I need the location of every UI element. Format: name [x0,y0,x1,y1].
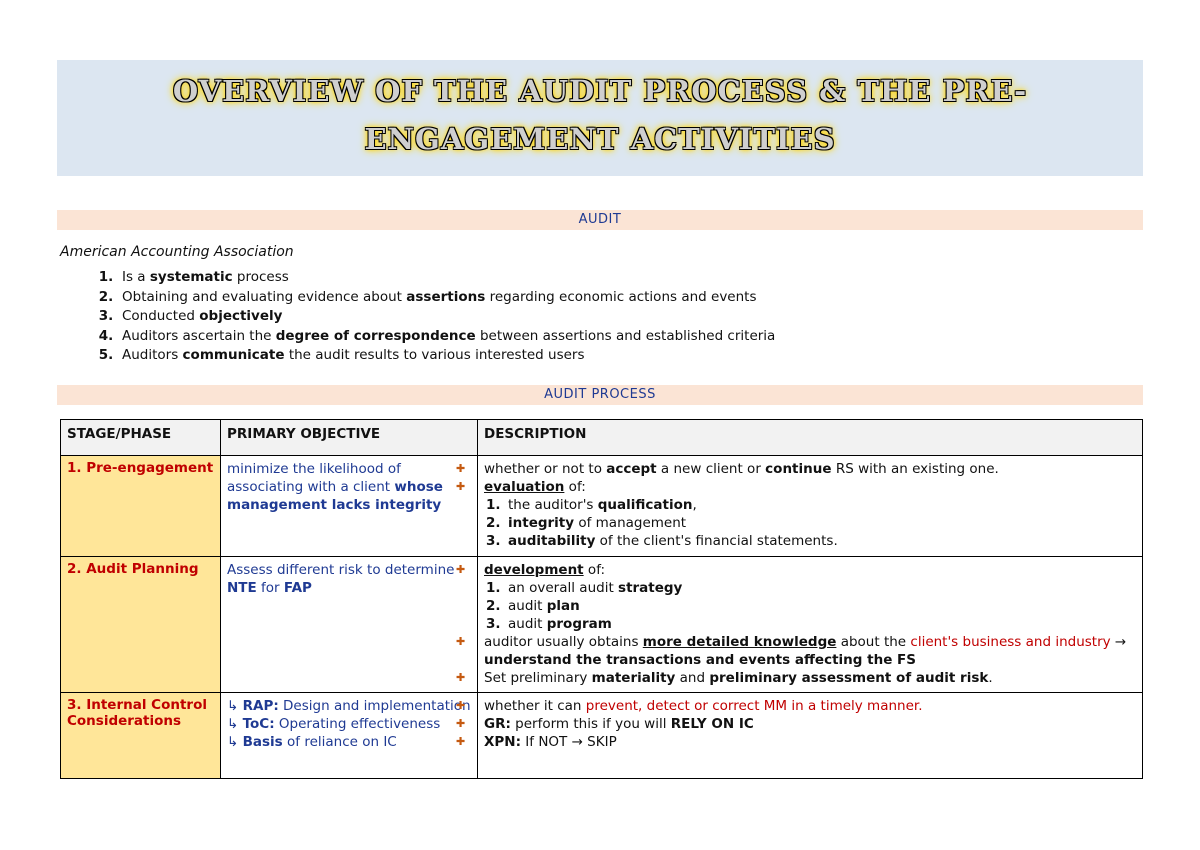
objective-cell: minimize the likelihood of associating with a client whose management lacks integrity [221,456,478,557]
bullet-item: ✚ Set preliminary materiality and preliminary assessment of audit risk. [484,669,1136,687]
bullet-item: ✚ auditor usually obtains more detailed knowledge about the client's business and industry → understand the transactions and events affecting the FS [484,633,1136,669]
column-header-description: DESCRIPTION [478,420,1143,456]
description-cell [478,557,1143,693]
audit-source: American Accounting Association [60,244,294,260]
list-item: 1. Is a systematic process [118,268,775,288]
sub-item: 1. an overall audit strategy [486,580,683,596]
bullet-item: ✚ whether or not to accept a new client or continue RS with an existing one. [484,460,1136,478]
column-header-objective: PRIMARY OBJECTIVE [221,420,478,456]
title-banner [57,60,1143,176]
sub-item: 1. the auditor's qualification, [486,497,697,513]
objective-item: ↳ Basis of reliance on IC [227,734,397,750]
sub-item: 3. audit program [486,616,612,632]
objective-item: ↳ ToC: Operating effectiveness [227,716,441,732]
list-item: 5. Auditors communicate the audit results to various interested users [118,346,775,366]
table-row [61,456,1143,557]
bullet-item: ✚ GR: perform this if you will RELY ON IC [484,715,1136,733]
audit-process-table [60,419,1143,779]
sub-item: 2. audit plan [486,598,580,614]
bullet-item: ✚ whether it can prevent, detect or correct MM in a timely manner. [484,697,1136,715]
table-header-row [61,420,1143,456]
objective-item: ↳ RAP: Design and implementation [227,698,471,714]
description-cell [478,693,1143,779]
column-header-stage: STAGE/PHASE [61,420,221,456]
bullet-item: ✚ evaluation of: [484,478,1136,496]
stage-cell: 3. Internal Control Considerations [61,693,221,779]
sub-item: 3. auditability of the client's financial statements. [486,533,838,549]
list-item: 3. Conducted objectively [118,307,775,327]
description-cell [478,456,1143,557]
list-item: 4. Auditors ascertain the degree of correspondence between assertions and established criteria [118,327,775,347]
title-line-2: ENGAGEMENT ACTIVITIES [364,122,836,156]
sub-item: 2. integrity of management [486,515,687,531]
audit-heading: AUDIT [57,210,1143,230]
bullet-item: ✚ XPN: If NOT → SKIP [484,733,1136,751]
audit-definition-list [88,268,775,366]
objective-cell [221,693,478,779]
title-line-1: OVERVIEW OF THE AUDIT PROCESS & THE PRE- [172,74,1028,108]
audit-process-heading: AUDIT PROCESS [57,385,1143,405]
bullet-item: ✚ development of: [484,561,1136,579]
list-item: 2. Obtaining and evaluating evidence about assertions regarding economic actions and events [118,288,775,308]
table-row [61,693,1143,779]
stage-cell: 1. Pre-engagement [61,456,221,557]
stage-cell: 2. Audit Planning [61,557,221,693]
objective-cell: Assess different risk to determine NTE for FAP [221,557,478,693]
table-row [61,557,1143,693]
